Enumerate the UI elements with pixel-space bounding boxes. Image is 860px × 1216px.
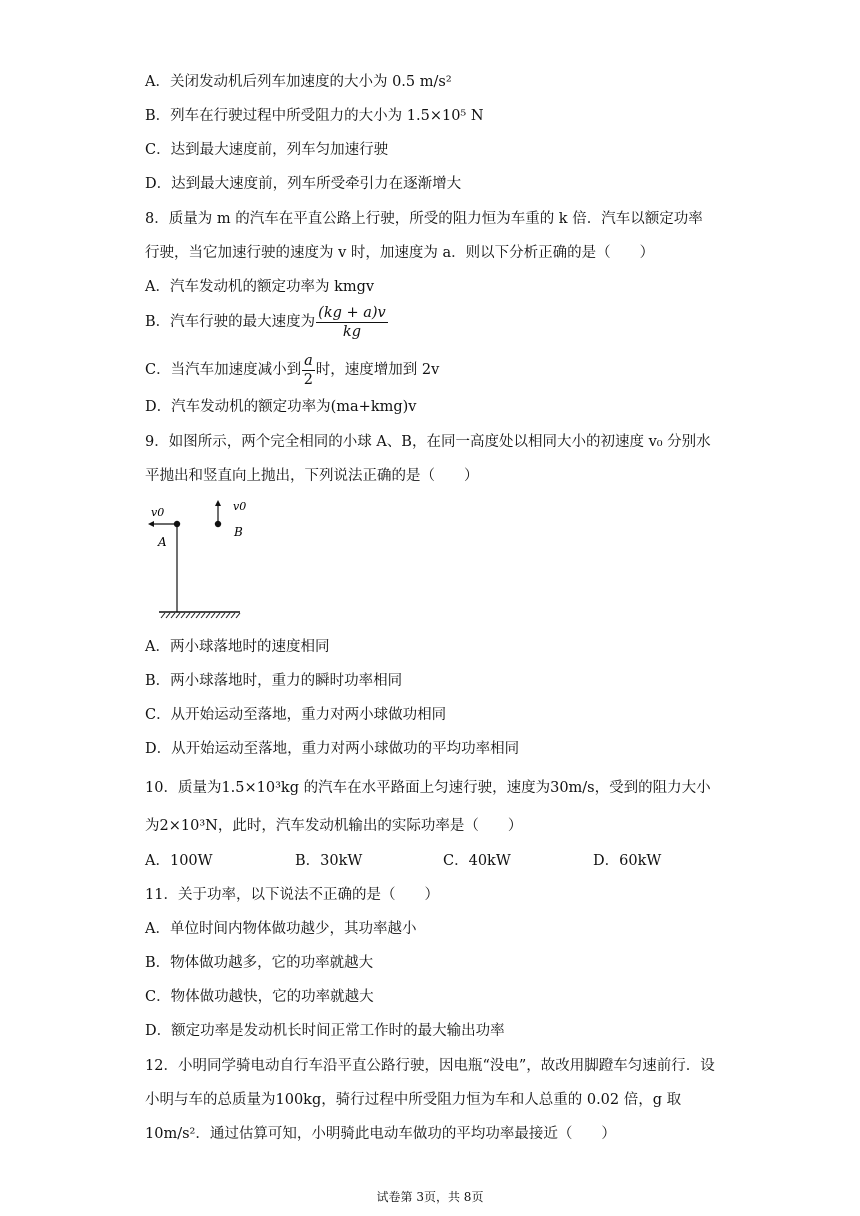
q8-stem-line1: 8．质量为 m 的汽车在平直公路上行驶，所受的阻力恒为车重的 k 倍．汽车以额定功率 (145, 211, 703, 227)
ground-hatching (161, 613, 240, 618)
q7-option-c: C．达到最大速度前，列车匀加速行驶 (145, 142, 389, 158)
ball-b (215, 521, 221, 527)
q7-option-a: A．关闭发动机后列车加速度的大小为 0.5 m/s² (145, 74, 452, 90)
q9-option-a: A．两小球落地时的速度相同 (145, 639, 330, 655)
q9-stem-line1: 9．如图所示，两个完全相同的小球 A、B，在同一高度处以相同大小的初速度 v₀ 分别水 (145, 434, 711, 450)
page-footer: 试卷第 3页，共 8页 (376, 1190, 484, 1204)
q8-option-c-prefix: C．当汽车加速度减小到 (145, 362, 302, 378)
q10-option-d: D．60kW (593, 853, 662, 869)
q9-option-b: B．两小球落地时，重力的瞬时功率相同 (145, 673, 403, 689)
q8-option-c (145, 351, 439, 389)
q10-stem-line2: 为2×10³N，此时，汽车发动机输出的实际功率是（ ） (145, 818, 523, 834)
q9-figure (145, 492, 255, 624)
q11-option-c: C．物体做功越快，它的功率就越大 (145, 989, 374, 1005)
projectile-diagram (145, 492, 255, 624)
q7-option-d: D．达到最大速度前，列车所受牵引力在逐渐增大 (145, 176, 462, 192)
q7-option-b: B．列车在行驶过程中所受阻力的大小为 1.5×10⁵ N (145, 108, 484, 124)
q8-option-b-fraction (316, 304, 388, 341)
q10-option-b: B．30kW (295, 853, 363, 869)
q9-stem-line2: 平抛出和竖直向上抛出，下列说法正确的是（ ） (145, 468, 479, 484)
q11-stem: 11．关于功率，以下说法不正确的是（ ） (145, 887, 439, 903)
q8-stem-line2: 行驶，当它加速行驶的速度为 v 时，加速度为 a．则以下分析正确的是（ ） (145, 245, 655, 261)
q12-stem-line1: 12．小明同学骑电动自行车沿平直公路行驶，因电瓶“没电”，故改用脚蹬车匀速前行．设 (145, 1058, 715, 1074)
q9-option-d: D．从开始运动至落地，重力对两小球做功的平均功率相同 (145, 741, 520, 757)
q8-option-c-fraction (302, 352, 315, 389)
q8-option-a: A．汽车发动机的额定功率为 kmgv (145, 279, 375, 295)
q8-option-b-prefix: B．汽车行驶的最大速度为 (145, 314, 316, 330)
label-a: A (158, 535, 167, 549)
q8-option-b (145, 303, 389, 341)
q8-option-d: D．汽车发动机的额定功率为(ma+kmg)v (145, 399, 417, 415)
q8-option-c-denominator: 2 (303, 371, 314, 388)
q8-option-b-denominator: kg (342, 323, 361, 340)
v0-left-arrow-head (148, 521, 154, 527)
q11-option-a: A．单位时间内物体做功越少，其功率越小 (145, 921, 417, 937)
label-b: B (234, 525, 243, 539)
q8-option-b-numerator: (kg + a)v (318, 304, 386, 321)
q9-option-c: C．从开始运动至落地，重力对两小球做功相同 (145, 707, 447, 723)
q10-option-a: A．100W (145, 853, 213, 869)
v0-up-arrow-head (215, 500, 221, 506)
q12-stem-line2: 小明与车的总质量为100kg，骑行过程中所受阻力恒为车和人总重的 0.02 倍，g 取 (145, 1092, 682, 1108)
q11-option-d: D．额定功率是发动机长时间正常工作时的最大输出功率 (145, 1023, 505, 1039)
label-v0-left: v0 (151, 506, 165, 519)
q8-option-c-numerator: a (304, 352, 313, 369)
q8-option-c-suffix: 时，速度增加到 2v (315, 362, 440, 378)
q12-stem-line3: 10m/s²．通过估算可知，小明骑此电动车做功的平均功率最接近（ ） (145, 1126, 616, 1142)
q10-option-c: C．40kW (443, 853, 511, 869)
q11-option-b: B．物体做功越多，它的功率就越大 (145, 955, 374, 971)
label-v0-up: v0 (233, 500, 247, 513)
q10-stem-line1: 10．质量为1.5×10³kg 的汽车在水平路面上匀速行驶，速度为30m/s，受到的阻力大小 (145, 780, 711, 796)
